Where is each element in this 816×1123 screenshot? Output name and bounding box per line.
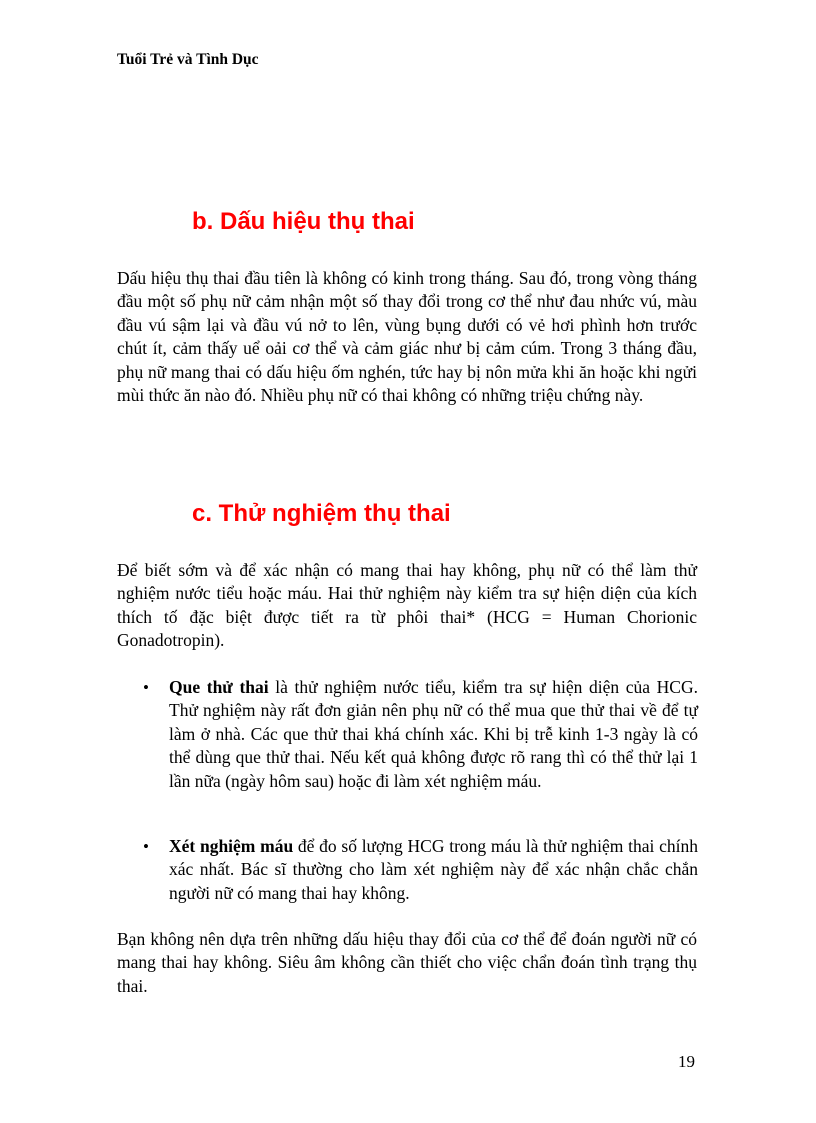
bullet-icon: • — [143, 837, 149, 856]
bullet-icon: • — [143, 678, 149, 697]
section-b-paragraph: Dấu hiệu thụ thai đầu tiên là không có kinh trong tháng. Sau đó, trong vòng tháng đầu một số phụ nữ cảm nhận một số thay đổi trong cơ thể như đau nhức vú, màu đầu vú sậm lại và đầu vú nở to lên, vùng bụng dưới có vẻ hơi phình hơn trước chút ít, cảm thấy uể oải cơ thể và cảm giác như bị cảm cúm. Trong 3 tháng đầu, phụ nữ mang thai có dấu hiệu ốm nghén, tức hay bị nôn mửa khi ăn hoặc khi ngửi mùi thức ăn nào đó. Nhiều phụ nữ có thai không có những triệu chứng này. — [117, 268, 697, 406]
section-c-heading: c. Thử nghiệm thụ thai — [192, 500, 451, 527]
page-number: 19 — [678, 1052, 695, 1071]
running-header: Tuổi Trẻ và Tình Dục — [117, 51, 259, 68]
section-b-heading: b. Dấu hiệu thụ thai — [192, 208, 415, 235]
bullet-description: để đo số lượng HCG trong máu là thử nghiệm thai chính xác nhất. Bác sĩ thường cho làm xét nghiệm này để xác nhận chắc chắn người nữ có mang thai hay không. — [169, 836, 698, 903]
bullet-term: Xét nghiệm máu — [169, 836, 294, 856]
bullet-term: Que thử thai — [169, 677, 269, 697]
section-c-closing: Bạn không nên dựa trên những dấu hiệu thay đổi của cơ thể để đoán người nữ có mang thai hay không. Siêu âm không cần thiết cho việc chẩn đoán tình trạng thụ thai. — [117, 929, 697, 996]
bullet-item-blood-test — [143, 835, 698, 905]
section-c-intro: Để biết sớm và để xác nhận có mang thai hay không, phụ nữ có thể làm thử nghiệm nước tiểu hoặc máu. Hai thử nghiệm này kiểm tra sự hiện diện của kích thích tố đặc biệt được tiết ra từ phôi thai* (HCG = Human Chorionic Gonadotropin). — [117, 560, 697, 651]
bullet-text — [169, 676, 698, 793]
bullet-description: là thử nghiệm nước tiểu, kiểm tra sự hiện diện của HCG. Thử nghiệm này rất đơn giản nên phụ nữ có thể mua que thử thai về để tự làm ở nhà. Các que thử thai khá chính xác. Khi bị trễ kinh 1-3 ngày là có thể dùng que thử thai. Nếu kết quả không được rõ rang thì có thể thử lại 1 lần nữa (ngày hôm sau) hoặc đi làm xét nghiệm máu. — [169, 677, 698, 791]
bullet-text — [169, 835, 698, 905]
bullet-item-pregnancy-test — [143, 676, 698, 793]
